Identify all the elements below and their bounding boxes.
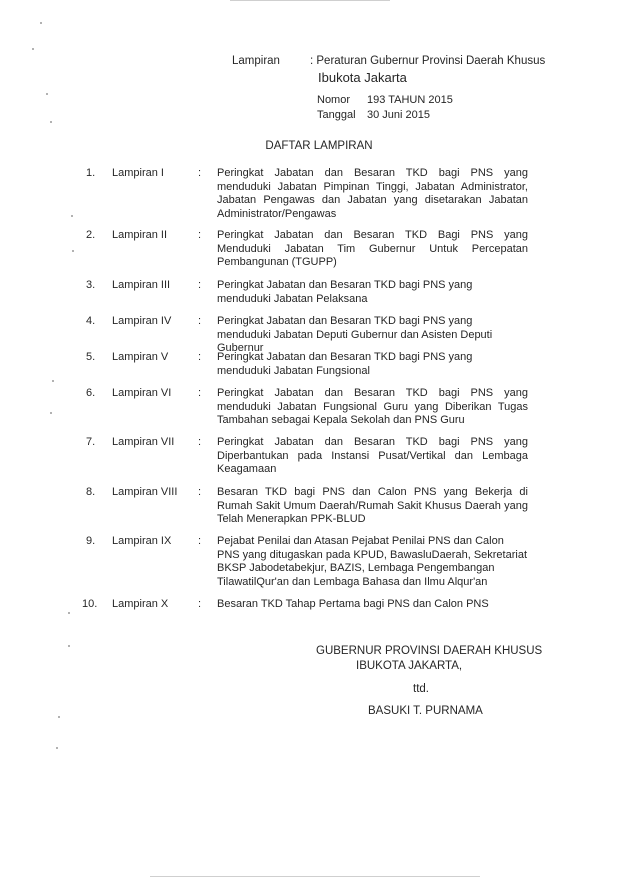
item-number: 4. [86,315,96,327]
header-regulation-city: Ibukota Jakarta [318,70,407,85]
scan-speck [32,48,34,50]
nomor-value: 193 TAHUN 2015 [367,94,453,106]
scan-edge-top [230,0,390,1]
item-name: Lampiran VI [112,387,172,399]
item-number: 10. [82,598,98,610]
signatory-office-line2: IBUKOTA JAKARTA, [356,660,463,672]
item-description: Peringkat Jabatan dan Besaran TKD bagi PNS yang menduduki Jabatan Pimpinan Tinggi, Jabatan Administrator, Jabatan Pengawas dan Jabatan yang disetarakan Jabatan Administrator/Pengawas [217,167,528,220]
item-colon: : [198,598,202,610]
item-description: Peringkat Jabatan dan Besaran TKD bagi PNS yang Diperbantukan pada Instansi Pusat/Vertikal dan Lembaga Keagamaan [217,436,528,475]
nomor-label: Nomor [317,94,351,106]
item-number: 8. [86,486,96,498]
item-name: Lampiran VII [112,436,175,448]
scan-speck [56,747,58,749]
scan-speck [46,93,48,95]
item-description: Peringkat Jabatan dan Besaran TKD Bagi PNS yang Menduduki Jabatan Tim Gubernur Untuk Percepatan Pembangunan (TGUPP) [217,229,528,268]
item-name: Lampiran II [112,229,168,241]
item-colon: : [198,229,202,241]
scan-speck [50,121,52,123]
tanggal-value: 30 Juni 2015 [367,109,430,121]
tanggal-label: Tanggal [317,109,356,121]
item-colon: : [198,167,202,179]
item-number: 2. [86,229,96,241]
item-colon: : [198,387,202,399]
item-colon: : [198,486,202,498]
item-description: Besaran TKD Tahap Pertama bagi PNS dan Calon PNS [217,598,489,610]
item-number: 3. [86,279,96,291]
item-name: Lampiran III [112,279,171,291]
signatory-name: BASUKI T. PURNAMA [368,705,483,717]
scan-speck [72,250,74,252]
item-colon: : [198,315,202,327]
scan-speck [71,215,73,217]
scan-speck [58,716,60,718]
item-description: Peringkat Jabatan dan Besaran TKD bagi PNS yang menduduki Jabatan Fungsional Guru yang Diberikan Tugas Tambahan sebagai Kepala Sekolah dan PNS Guru [217,387,528,426]
scan-speck [50,412,52,414]
page-title: DAFTAR LAMPIRAN [265,140,373,152]
item-description: Peringkat Jabatan dan Besaran TKD bagi PNS yang menduduki Jabatan Pelaksana [217,279,473,305]
item-description: Pejabat Penilai dan Atasan Pejabat Penilai PNS dan Calon PNS yang ditugaskan pada KPUD, BawasluDaerah, Sekretariat BKSP Jabodetabekjur, BAZIS, Lembaga Pengembangan TilawatilQur'an dan Lembaga Bahasa dan Ilmu Alqur'an [217,535,528,588]
scan-speck [68,645,70,647]
item-name: Lampiran I [112,167,164,179]
item-name: Lampiran IV [112,315,172,327]
scan-speck [68,612,70,614]
signatory-office-line1: GUBERNUR PROVINSI DAERAH KHUSUS [316,645,543,657]
item-name: Lampiran VIII [112,486,178,498]
item-description: Peringkat Jabatan dan Besaran TKD bagi PNS yang menduduki Jabatan Deputi Gubernur dan Asisten Deputi Gubernur [217,315,493,354]
item-name: Lampiran IX [112,535,172,547]
header-label: Lampiran [232,55,280,67]
signature-ttd: ttd. [413,683,429,695]
item-number: 6. [86,387,96,399]
item-colon: : [198,436,202,448]
scan-edge-bottom [150,876,480,877]
scan-speck [40,22,42,24]
item-description: Peringkat Jabatan dan Besaran TKD bagi PNS yang menduduki Jabatan Fungsional [217,351,473,377]
item-colon: : [198,351,202,363]
item-name: Lampiran X [112,598,169,610]
item-colon: : [198,279,202,291]
item-description: Besaran TKD bagi PNS dan Calon PNS yang Bekerja di Rumah Sakit Umum Daerah/Rumah Sakit Khusus Daerah yang Telah Menerapkan PPK-BLUD [217,486,528,525]
item-number: 1. [86,167,96,179]
item-name: Lampiran V [112,351,169,363]
item-colon: : [198,535,202,547]
scan-speck [52,380,54,382]
header-regulation: : Peraturan Gubernur Provinsi Daerah Khusus [310,55,546,67]
item-number: 7. [86,436,96,448]
item-number: 5. [86,351,96,363]
item-number: 9. [86,535,96,547]
